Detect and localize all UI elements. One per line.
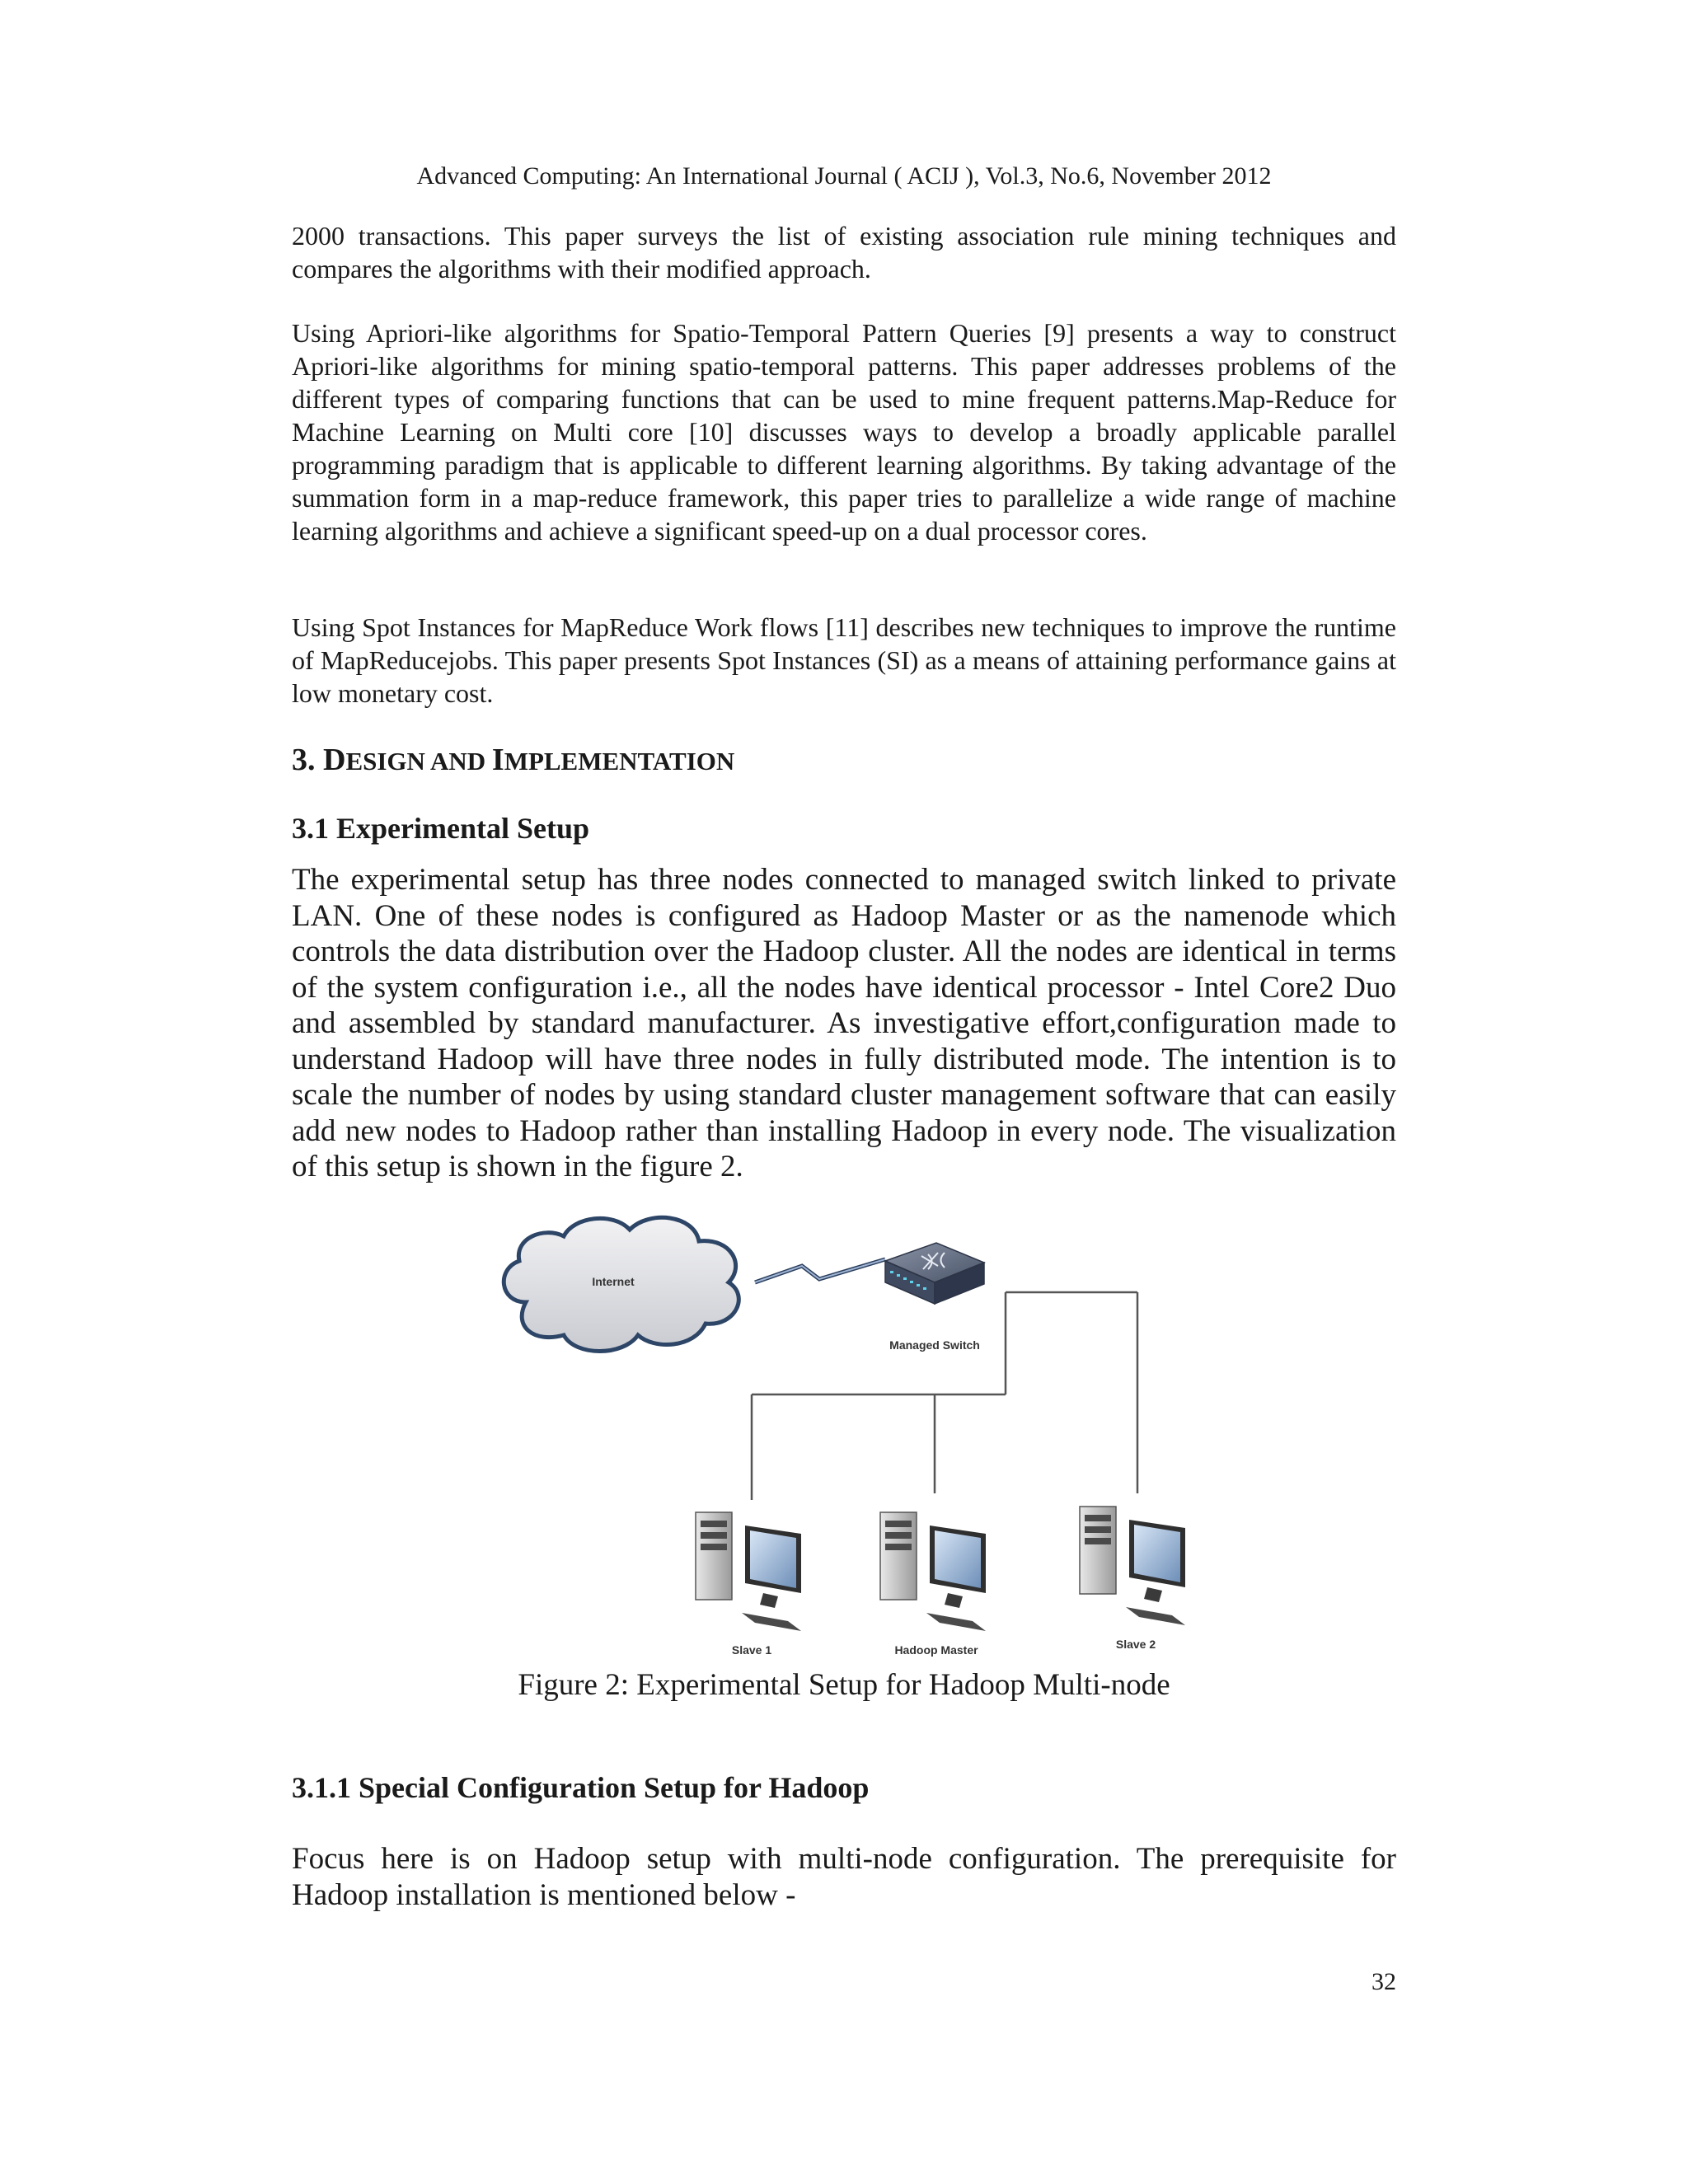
paragraph-2-text: Using Apriori-like algorithms for Spatio-Temporal Pattern Queries [9] presents a way to construct Apriori-like algorithms for mining spatio-temporal patterns. This paper addresses problems of the different types of comparing functions that can be used to mine frequent patterns.Map-Reduce for Machine Learning on Multi core [10] discusses ways to develop a broadly applicable parallel programming paradigm that is applicable to different learning algorithms. By taking advantage of the summation form in a map-reduce framework, this paper tries to parallelize a wide range of machine learning algorithms and achieve a significant speed-up on a dual processor cores. [292,318,1396,546]
slave-1-label: Slave 1 [731,1643,772,1657]
paragraph-5-text: Focus here is on Hadoop setup with multi-node configuration. The prerequisite for Hadoop installation is mentioned below - [292,1842,1396,1912]
running-header: Advanced Computing: An International Journal ( ACIJ ), Vol.3, No.6, November 2012 [416,162,1272,190]
section-title-mplementation: MPLEMENTATION [504,747,735,776]
subsection-heading-3-1 [292,811,1396,846]
hadoop-master-label: Hadoop Master [894,1643,978,1657]
subsection-3-1-title: 3.1 Experimental Setup [292,812,590,845]
slave-2-label: Slave 2 [1115,1638,1156,1651]
slave-2-computer-icon [1080,1507,1185,1651]
network-diagram [493,1203,1202,1665]
page-number: 32 [1372,1968,1396,1995]
section-title-d: D [323,743,346,777]
section-number: 3. [292,743,323,777]
internet-cloud-icon [504,1217,738,1351]
paragraph-1 [292,219,1396,285]
section-title-i: I [491,743,504,777]
hadoop-master-computer-icon [880,1512,986,1657]
section-heading-3 [292,742,1396,778]
internet-label: Internet [592,1275,635,1288]
paragraph-3-text: Using Spot Instances for MapReduce Work flows [11] describes new techniques to improve the runtime of MapReducejobs. This paper presents Spot Instances (SI) as a means of attaining performance gains at low monetary cost. [292,612,1396,708]
section-title-esign: ESIGN AND [345,747,492,776]
paragraph-4-text: The experimental setup has three nodes connected to managed switch linked to private LAN. One of these nodes is configured as Hadoop Master or as the namenode which controls the data distribution over the Hadoop cluster. All the nodes are identical in terms of the system configuration i.e., all the nodes have identical processor - Intel Core2 Duo and assembled by standard manufacturer. As investigative effort,configuration made to understand Hadoop will have three nodes in fully distributed mode. The intention is to scale the number of nodes by using standard cluster management software that can easily add new nodes to Hadoop rather than installing Hadoop in every node. The visualization of this setup is shown in the figure 2. [292,863,1396,1183]
connection-lines [752,1292,1137,1500]
paragraph-3 [292,611,1396,710]
paragraph-4 [292,862,1396,1185]
paragraph-5 [292,1841,1396,1913]
switch-label: Managed Switch [889,1338,980,1352]
subsection-heading-3-1-1 [292,1770,1396,1805]
managed-switch-icon [885,1243,984,1352]
slave-1-computer-icon [696,1512,801,1657]
paragraph-1-text: 2000 transactions. This paper surveys the list of existing association rule mining techniques and compares the algorithms with their modified approach. [292,221,1396,284]
subsection-3-1-1-title: 3.1.1 Special Configuration Setup for Hadoop [292,1771,870,1804]
paragraph-2 [292,316,1396,547]
figure-caption: Figure 2: Experimental Setup for Hadoop Multi-node [518,1668,1170,1702]
figure-2 [493,1203,1202,1665]
